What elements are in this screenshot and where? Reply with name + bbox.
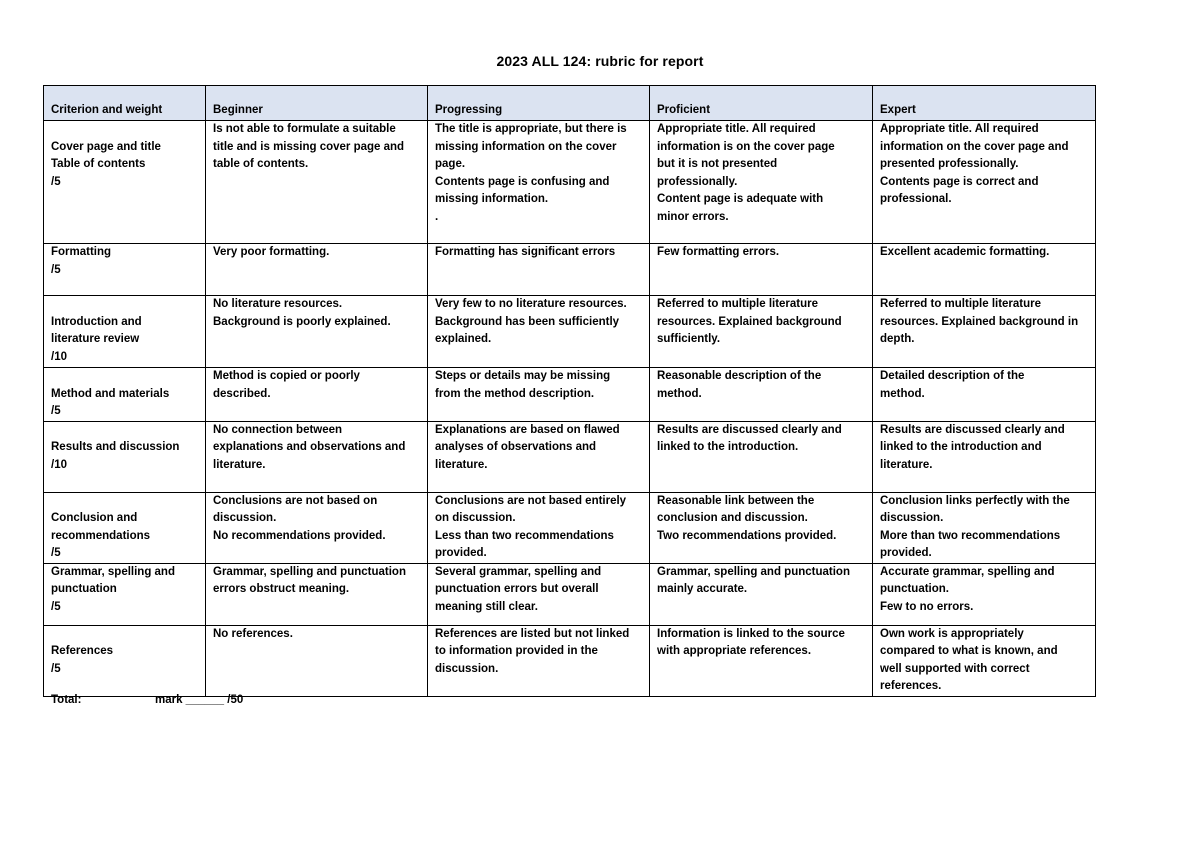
expert-cell bbox=[873, 121, 1096, 244]
cell-line: literature review bbox=[51, 333, 140, 345]
expert-cell bbox=[873, 244, 1096, 296]
cell-line: title and is missing cover page and bbox=[213, 140, 405, 153]
proficient-cell bbox=[650, 421, 873, 492]
cell-line: Information is linked to the source bbox=[657, 627, 845, 640]
rubric-table bbox=[43, 85, 1096, 697]
total-mark: mark ______ /50 bbox=[155, 694, 244, 706]
cell-line: Background is poorly explained. bbox=[213, 315, 391, 328]
cell-line: literature. bbox=[435, 458, 488, 471]
cell-line: Appropriate title. All required bbox=[880, 123, 1039, 135]
expert-cell bbox=[873, 421, 1096, 492]
cell-line: References are listed but not linked bbox=[435, 627, 630, 640]
cell-line: Contents page is confusing and bbox=[435, 175, 610, 188]
cell-line: Formatting bbox=[51, 246, 112, 258]
cell-line: Results and discussion bbox=[51, 441, 180, 453]
cell-line: Contents page is correct and bbox=[880, 175, 1039, 188]
cell-line: /5 bbox=[51, 600, 61, 613]
table-row bbox=[44, 492, 1096, 563]
cell-line: Two recommendations provided. bbox=[657, 529, 837, 542]
cell-line: /5 bbox=[51, 175, 61, 188]
cell-line: discussion. bbox=[213, 512, 277, 524]
cell-line: Steps or details may be missing bbox=[435, 370, 611, 382]
beginner-cell bbox=[206, 121, 428, 244]
cell-line bbox=[51, 296, 205, 314]
cell-line: information on the cover page and bbox=[880, 140, 1069, 153]
cell-line: Explanations are based on flawed bbox=[435, 423, 620, 436]
cell-line: No connection between bbox=[213, 423, 343, 436]
table-row bbox=[44, 121, 1096, 244]
cell-line: References bbox=[51, 645, 114, 657]
cell-line: linked to the introduction. bbox=[657, 441, 799, 453]
criterion-cell bbox=[44, 296, 206, 368]
cell-line bbox=[51, 368, 205, 386]
cell-line: The title is appropriate, but there is bbox=[435, 123, 627, 135]
cell-line: on discussion. bbox=[435, 512, 516, 524]
cell-line: Conclusions are not based entirely bbox=[435, 494, 627, 507]
page-title: 2023 ALL 124: rubric for report bbox=[496, 53, 704, 69]
beginner-cell bbox=[206, 492, 428, 563]
cell-line: punctuation bbox=[51, 583, 117, 595]
cell-line: analyses of observations and bbox=[435, 441, 597, 453]
criterion-cell bbox=[44, 625, 206, 696]
cell-line: table of contents. bbox=[213, 158, 309, 170]
cell-line: Detailed description of the bbox=[880, 370, 1025, 382]
cell-line: Results are discussed clearly and bbox=[657, 423, 842, 436]
beginner-cell bbox=[206, 244, 428, 296]
cell-line: from the method description. bbox=[435, 387, 595, 400]
progressing-cell bbox=[428, 121, 650, 244]
cell-line: No literature resources. bbox=[213, 298, 343, 310]
progressing-cell bbox=[428, 296, 650, 368]
cell-line: Very poor formatting. bbox=[213, 246, 330, 258]
cell-line: meaning still clear. bbox=[435, 600, 538, 613]
cell-line: Reasonable description of the bbox=[657, 370, 822, 382]
cell-line: /10 bbox=[51, 458, 67, 471]
cell-line: . bbox=[435, 210, 439, 223]
beginner-cell bbox=[206, 296, 428, 368]
cell-line: No references. bbox=[213, 627, 293, 640]
header-criterion: Criterion and weight bbox=[44, 86, 206, 121]
cell-line: sufficiently. bbox=[657, 333, 721, 345]
header-row bbox=[44, 86, 1096, 121]
cell-line: Few formatting errors. bbox=[657, 246, 780, 258]
criterion-cell bbox=[44, 368, 206, 422]
cell-line: Conclusion and bbox=[51, 512, 138, 524]
cell-line: Excellent academic formatting. bbox=[880, 246, 1050, 258]
cell-line: Few to no errors. bbox=[880, 600, 974, 613]
cell-line: professional. bbox=[880, 193, 952, 205]
cell-line: /5 bbox=[51, 662, 61, 675]
cell-line: recommendations bbox=[51, 529, 151, 542]
header-proficient: Proficient bbox=[650, 86, 873, 121]
cell-line: missing information. bbox=[435, 193, 549, 205]
cell-line: linked to the introduction and bbox=[880, 441, 1042, 453]
criterion-cell bbox=[44, 492, 206, 563]
cell-line: method. bbox=[880, 387, 925, 400]
cell-line bbox=[51, 493, 205, 511]
beginner-cell bbox=[206, 625, 428, 696]
cell-line: Method and materials bbox=[51, 387, 170, 400]
cell-line: Several grammar, spelling and bbox=[435, 565, 602, 578]
cell-line: with appropriate references. bbox=[657, 645, 812, 657]
cell-line: Own work is appropriately bbox=[880, 627, 1024, 640]
cell-line: Grammar, spelling and punctuation bbox=[213, 565, 406, 578]
beginner-cell bbox=[206, 421, 428, 492]
cell-line: Less than two recommendations bbox=[435, 529, 614, 542]
expert-cell bbox=[873, 625, 1096, 696]
cell-line: Results are discussed clearly and bbox=[880, 423, 1065, 436]
cell-line: method. bbox=[657, 387, 702, 400]
expert-cell bbox=[873, 492, 1096, 563]
cell-line: Cover page and title bbox=[51, 140, 161, 153]
total-label: Total: bbox=[51, 694, 82, 706]
cell-line: Method is copied or poorly bbox=[213, 370, 360, 382]
cell-line: discussion. bbox=[880, 512, 944, 524]
header-expert: Expert bbox=[873, 86, 1096, 121]
table-row bbox=[44, 296, 1096, 368]
cell-line: errors obstruct meaning. bbox=[213, 583, 350, 595]
cell-line: literature. bbox=[213, 458, 266, 471]
cell-line: mainly accurate. bbox=[657, 583, 748, 595]
total-line bbox=[51, 694, 244, 706]
cell-line: missing information on the cover bbox=[435, 140, 617, 153]
cell-line: resources. Explained background in bbox=[880, 315, 1079, 328]
progressing-cell bbox=[428, 421, 650, 492]
proficient-cell bbox=[650, 121, 873, 244]
cell-line: More than two recommendations bbox=[880, 529, 1061, 542]
cell-line: provided. bbox=[880, 547, 932, 559]
cell-line: Very few to no literature resources. bbox=[435, 298, 627, 310]
cell-line: information is on the cover page bbox=[657, 140, 835, 153]
cell-line: Formatting has significant errors bbox=[435, 246, 616, 258]
cell-line: provided. bbox=[435, 547, 487, 559]
cell-line: /10 bbox=[51, 350, 67, 363]
cell-line: Grammar, spelling and bbox=[51, 565, 175, 578]
proficient-cell bbox=[650, 625, 873, 696]
table-row bbox=[44, 368, 1096, 422]
beginner-cell bbox=[206, 368, 428, 422]
cell-line: described. bbox=[213, 387, 271, 400]
proficient-cell bbox=[650, 296, 873, 368]
cell-line: explained. bbox=[435, 333, 492, 345]
proficient-cell bbox=[650, 492, 873, 563]
cell-line: to information provided in the bbox=[435, 645, 598, 657]
cell-line: depth. bbox=[880, 333, 915, 345]
cell-line: punctuation errors but overall bbox=[435, 583, 599, 595]
table-row bbox=[44, 563, 1096, 625]
cell-line: but it is not presented bbox=[657, 158, 778, 170]
expert-cell bbox=[873, 368, 1096, 422]
cell-line: compared to what is known, and bbox=[880, 645, 1058, 657]
cell-line: presented professionally. bbox=[880, 158, 1019, 170]
cell-line: Referred to multiple literature bbox=[880, 298, 1042, 310]
progressing-cell bbox=[428, 563, 650, 625]
cell-line: minor errors. bbox=[657, 210, 729, 223]
cell-line: references. bbox=[880, 680, 942, 692]
criterion-cell bbox=[44, 244, 206, 296]
progressing-cell bbox=[428, 492, 650, 563]
criterion-cell bbox=[44, 421, 206, 492]
cell-line: Grammar, spelling and punctuation bbox=[657, 565, 850, 578]
cell-line: Table of contents bbox=[51, 158, 146, 170]
cell-line: Is not able to formulate a suitable bbox=[213, 123, 396, 135]
table-row bbox=[44, 625, 1096, 696]
criterion-cell bbox=[44, 563, 206, 625]
cell-line: Accurate grammar, spelling and bbox=[880, 565, 1055, 578]
cell-line: /5 bbox=[51, 547, 61, 559]
progressing-cell bbox=[428, 244, 650, 296]
cell-line: professionally. bbox=[657, 175, 738, 188]
expert-cell bbox=[873, 296, 1096, 368]
beginner-cell bbox=[206, 563, 428, 625]
proficient-cell bbox=[650, 244, 873, 296]
cell-line: page. bbox=[435, 158, 466, 170]
cell-line: Content page is adequate with bbox=[657, 193, 824, 205]
cell-line: No recommendations provided. bbox=[213, 529, 386, 542]
cell-line: punctuation. bbox=[880, 583, 949, 595]
cell-line: Background has been sufficiently bbox=[435, 315, 620, 328]
cell-line: Reasonable link between the bbox=[657, 494, 815, 507]
header-beginner: Beginner bbox=[206, 86, 428, 121]
cell-line: Appropriate title. All required bbox=[657, 123, 816, 135]
cell-line: conclusion and discussion. bbox=[657, 512, 808, 524]
cell-line: explanations and observations and bbox=[213, 441, 406, 453]
criterion-cell bbox=[44, 121, 206, 244]
cell-line: literature. bbox=[880, 458, 933, 471]
table-row bbox=[44, 421, 1096, 492]
cell-line: /5 bbox=[51, 263, 61, 276]
cell-line: Conclusion links perfectly with the bbox=[880, 494, 1070, 507]
cell-line: Introduction and bbox=[51, 315, 142, 328]
proficient-cell bbox=[650, 368, 873, 422]
cell-line: Conclusions are not based on bbox=[213, 494, 378, 507]
cell-line bbox=[51, 422, 205, 440]
expert-cell bbox=[873, 563, 1096, 625]
cell-line: Referred to multiple literature bbox=[657, 298, 819, 310]
cell-line: resources. Explained background bbox=[657, 315, 842, 328]
progressing-cell bbox=[428, 625, 650, 696]
progressing-cell bbox=[428, 368, 650, 422]
cell-line: discussion. bbox=[435, 662, 499, 675]
cell-line: well supported with correct bbox=[880, 662, 1030, 675]
cell-line bbox=[51, 121, 205, 139]
cell-line: /5 bbox=[51, 405, 61, 417]
header-progressing: Progressing bbox=[428, 86, 650, 121]
proficient-cell bbox=[650, 563, 873, 625]
cell-line bbox=[51, 626, 205, 644]
table-row bbox=[44, 244, 1096, 296]
